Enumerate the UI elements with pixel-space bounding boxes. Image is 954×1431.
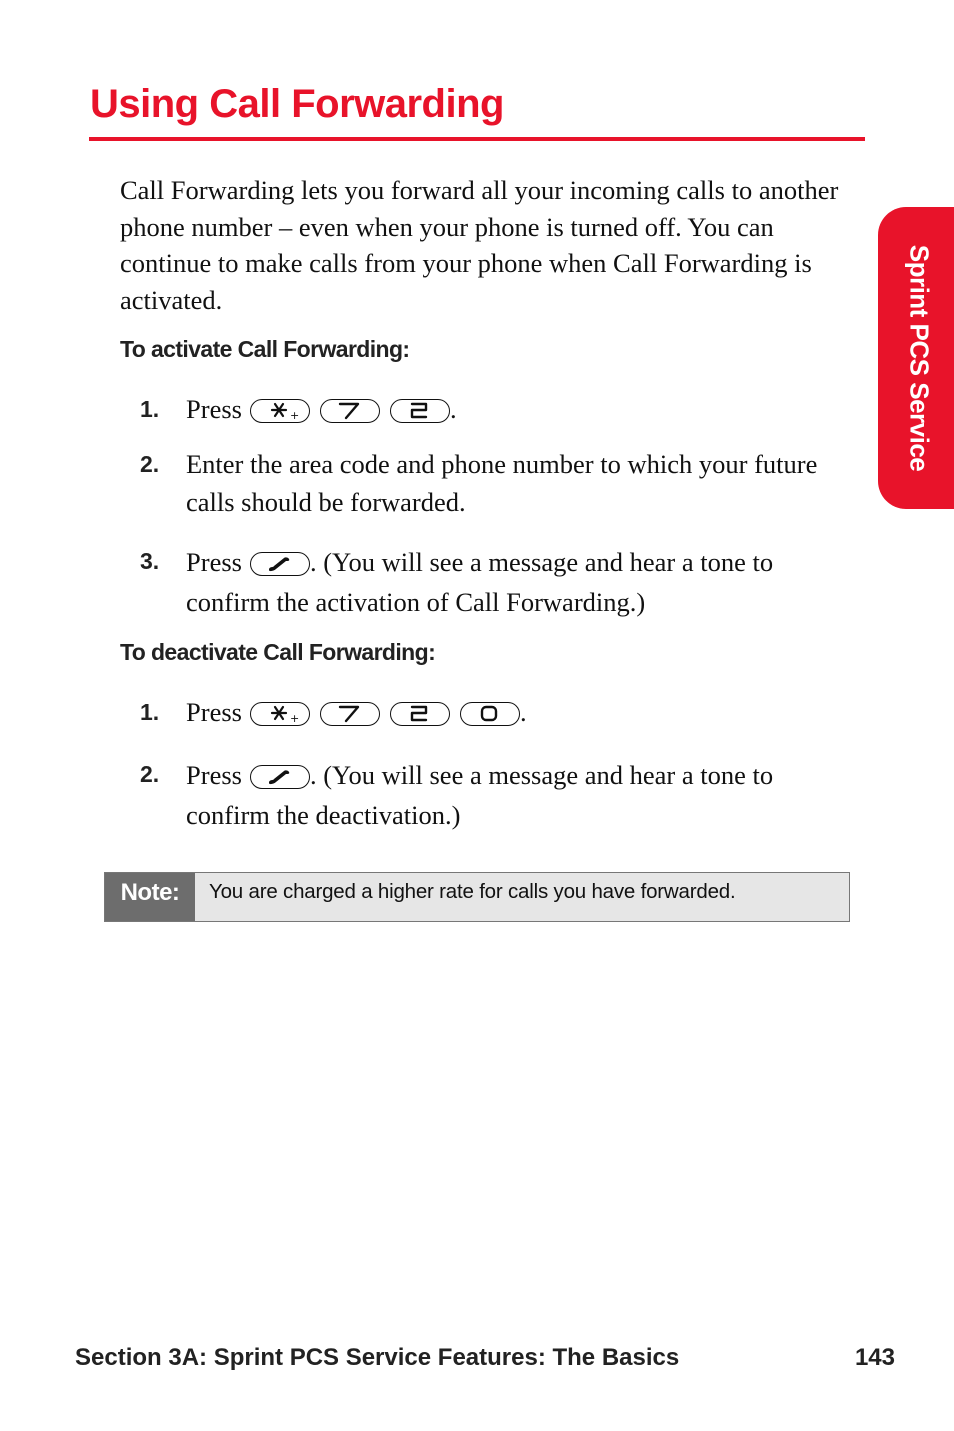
step-text xyxy=(186,693,862,731)
key-0-icon xyxy=(460,702,520,726)
step-after-text: . xyxy=(519,697,527,727)
step-text xyxy=(186,390,862,428)
step-press-label: Press xyxy=(186,547,242,577)
page-title: Using Call Forwarding xyxy=(90,82,504,126)
step-number: 1. xyxy=(140,699,160,725)
star-key-icon xyxy=(250,399,310,423)
step-number: 3. xyxy=(140,548,160,574)
note-box xyxy=(104,872,850,922)
page-number: 143 xyxy=(854,1344,895,1371)
star-key-icon xyxy=(250,702,310,726)
step-press-label: Press xyxy=(186,697,242,727)
footer-section-title: Section 3A: Sprint PCS Service Features: The Basics xyxy=(75,1344,680,1371)
step-press-label: Press xyxy=(186,760,242,790)
title-rule xyxy=(89,137,865,141)
talk-key-icon xyxy=(250,552,310,576)
step-number: 2. xyxy=(140,451,160,477)
key-2-icon xyxy=(390,702,450,726)
step-text xyxy=(186,755,862,835)
svg-text:+: + xyxy=(289,409,300,421)
step-number: 1. xyxy=(140,396,160,422)
step-after-text: . (You will see a message and hear a tone to confirm the deactivation.) xyxy=(186,760,774,830)
section-side-tab-label: Sprint PCS Service xyxy=(904,244,935,472)
step-after-text: . (You will see a message and hear a tone to confirm the activation of Call Forwarding.) xyxy=(186,547,774,617)
step-number: 2. xyxy=(140,761,160,787)
step-text: Enter the area code and phone number to which your future calls should be forwarded. xyxy=(186,449,818,517)
intro-paragraph: Call Forwarding lets you forward all your incoming calls to another phone number – even when your phone is turned off. You can continue to make calls from your phone when Call Forwarding is activated. xyxy=(120,175,839,315)
note-text: You are charged a higher rate for calls you have forwarded. xyxy=(209,880,736,903)
svg-text:+: + xyxy=(289,712,300,724)
deactivate-heading: To deactivate Call Forwarding: xyxy=(120,639,436,665)
key-7-icon xyxy=(320,399,380,423)
talk-key-icon xyxy=(250,765,310,789)
step-after-text: . xyxy=(449,394,457,424)
note-label: Note: xyxy=(105,873,195,921)
step-press-label: Press xyxy=(186,394,242,424)
key-2-icon xyxy=(390,399,450,423)
key-7-icon xyxy=(320,702,380,726)
page-footer xyxy=(75,1344,895,1378)
activate-heading: To activate Call Forwarding: xyxy=(120,336,410,362)
step-text xyxy=(186,542,862,622)
